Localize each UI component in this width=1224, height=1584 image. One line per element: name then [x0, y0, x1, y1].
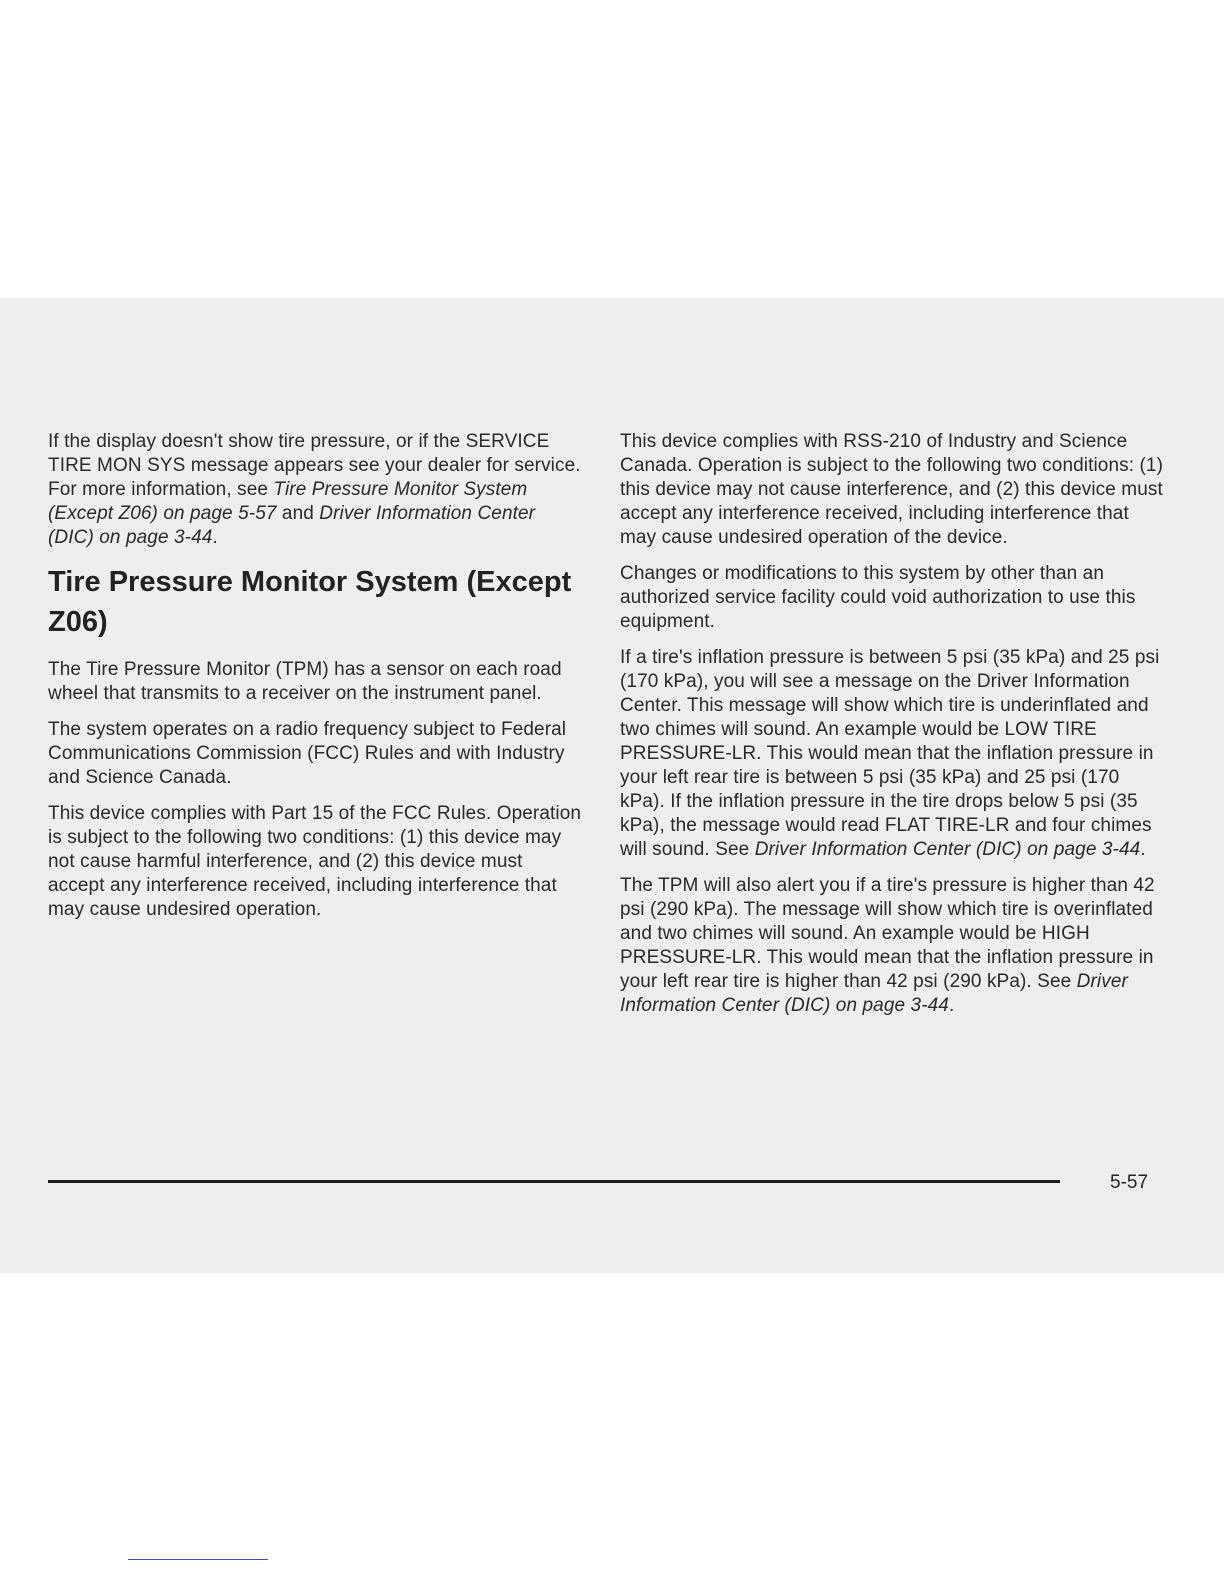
- fcc-compliance-paragraph: This device complies with Part 15 of the FCC Rules. Operation is subject to the following two conditions: (1) this device may not cause harmful interference, and (2) this device must accept any interference received, including interference that may cause undesired operation.: [48, 803, 582, 920]
- dic-cross-reference: Driver Information Center (DIC) on page 3-44: [620, 971, 1128, 1016]
- rss210-paragraph: This device complies with RSS-210 of Industry and Science Canada. Operation is subject to the following two conditions: (1) this device may not cause interference, and (2) this device must accept any interference received, including interference that may cause undesired operation of the device.: [620, 431, 1164, 548]
- left-column: [48, 430, 583, 934]
- tpm-sensor-paragraph: The Tire Pressure Monitor (TPM) has a sensor on each road wheel that transmits to a receiver on the instrument panel.: [48, 659, 562, 704]
- intro-text: If the display doesn't show tire pressure, or if the SERVICE TIRE MON SYS message appears see your dealer for service. For more information, see: [48, 431, 581, 500]
- right-column: [620, 430, 1165, 1030]
- overinflation-text-end: .: [948, 995, 955, 1016]
- intro-text-join: and: [276, 503, 320, 524]
- overinflation-paragraph: [620, 874, 1165, 1018]
- dic-cross-reference: Driver Information Center (DIC) on page 3-44: [48, 503, 536, 548]
- section-heading: Tire Pressure Monitor System (Except Z06): [48, 566, 572, 638]
- tpms-cross-reference: Tire Pressure Monitor System (Except Z06) on page 5-57: [48, 479, 528, 524]
- dic-cross-reference: Driver Information Center (DIC) on page 3-44: [754, 839, 1141, 860]
- radio-frequency-paragraph: The system operates on a radio frequency subject to Federal Communications Commission (FCC) Rules and with Industry and Science Canada.: [48, 719, 567, 788]
- modifications-paragraph: Changes or modifications to this system by other than an authorized service facility could void authorization to use this equipment.: [620, 563, 1136, 632]
- underinflation-paragraph: [620, 646, 1165, 862]
- intro-text-end: .: [212, 527, 218, 548]
- intro-paragraph: [48, 430, 583, 550]
- underinflation-text: If a tire's inflation pressure is between 5 psi (35 kPa) and 25 psi (170 kPa), you will see a message on the Driver Information Center. This message will show which tire is underinflated and two chimes will sound. An example would be LOW TIRE PRESSURE-LR. This would mean that the inflation pressure in your left rear tire is between 5 psi (35 kPa) and 25 psi (170 kPa). If the inflation pressure in the tire drops below 5 psi (35 kPa), the message would read FLAT TIRE-LR and four chimes will sound. See: [620, 647, 1160, 860]
- underinflation-text-end: .: [1140, 839, 1146, 860]
- footer-rule: [48, 1180, 1060, 1183]
- page-number: 5-57: [1110, 1172, 1149, 1193]
- overinflation-text: The TPM will also alert you if a tire's pressure is higher than 42 psi (290 kPa). The message will show which tire is overinflated and two chimes will sound. An example would be HIGH PRESSURE-LR. This would mean that the inflation pressure in your left rear tire is higher than 42 psi (290 kPa). See: [620, 875, 1155, 992]
- blue-underline: [128, 1559, 268, 1560]
